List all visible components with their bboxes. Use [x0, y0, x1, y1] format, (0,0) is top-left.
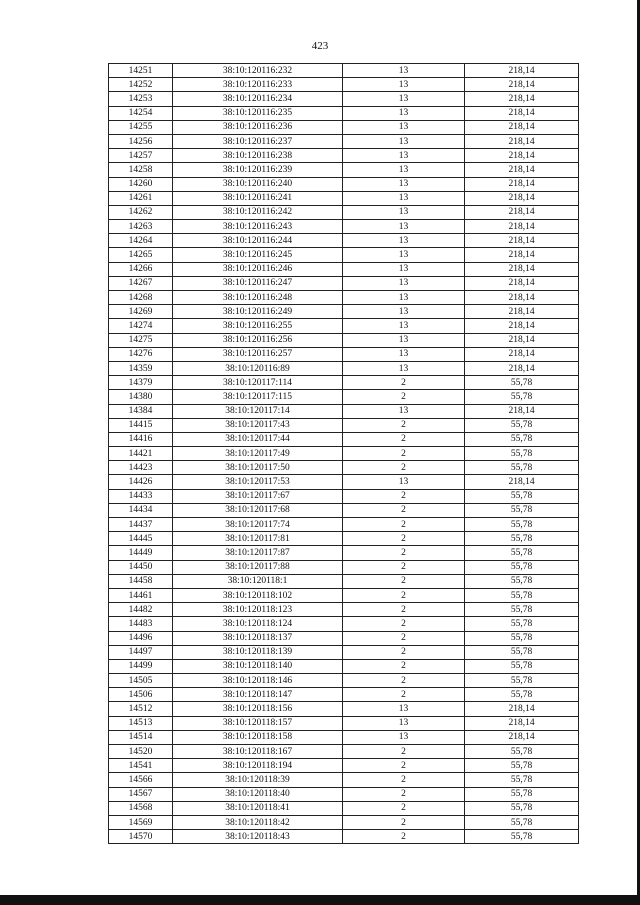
cadastral-number-cell: 38:10:120116:257 [173, 347, 343, 361]
table-row [109, 177, 579, 191]
table-row [109, 64, 579, 78]
value-cell: 55,78 [465, 631, 579, 645]
table-row [109, 291, 579, 305]
cadastral-number-cell: 38:10:120117:114 [173, 376, 343, 390]
row-id-cell: 14261 [109, 191, 173, 205]
cadastral-number-cell: 38:10:120116:237 [173, 134, 343, 148]
value-cell: 218,14 [465, 404, 579, 418]
value-cell: 55,78 [465, 518, 579, 532]
cadastral-number-cell: 38:10:120116:256 [173, 333, 343, 347]
table-row [109, 745, 579, 759]
cadastral-number-cell: 38:10:120118:140 [173, 659, 343, 673]
row-id-cell: 14269 [109, 305, 173, 319]
cadastral-number-cell: 38:10:120117:43 [173, 418, 343, 432]
cadastral-number-cell: 38:10:120118:123 [173, 603, 343, 617]
quantity-cell: 13 [343, 191, 465, 205]
cadastral-number-cell: 38:10:120118:158 [173, 730, 343, 744]
quantity-cell: 2 [343, 745, 465, 759]
quantity-cell: 13 [343, 134, 465, 148]
cadastral-number-cell: 38:10:120118:139 [173, 645, 343, 659]
cadastral-number-cell: 38:10:120117:81 [173, 532, 343, 546]
table-row [109, 475, 579, 489]
value-cell: 218,14 [465, 248, 579, 262]
row-id-cell: 14379 [109, 376, 173, 390]
row-id-cell: 14421 [109, 447, 173, 461]
table-row [109, 361, 579, 375]
table-row [109, 588, 579, 602]
value-cell: 218,14 [465, 64, 579, 78]
quantity-cell: 13 [343, 177, 465, 191]
table-row [109, 560, 579, 574]
row-id-cell: 14380 [109, 390, 173, 404]
row-id-cell: 14255 [109, 120, 173, 134]
quantity-cell: 13 [343, 234, 465, 248]
quantity-cell: 2 [343, 546, 465, 560]
row-id-cell: 14415 [109, 418, 173, 432]
cadastral-number-cell: 38:10:120118:194 [173, 759, 343, 773]
row-id-cell: 14416 [109, 432, 173, 446]
row-id-cell: 14567 [109, 787, 173, 801]
cadastral-number-cell: 38:10:120117:44 [173, 432, 343, 446]
row-id-cell: 14506 [109, 688, 173, 702]
cadastral-number-cell: 38:10:120116:234 [173, 92, 343, 106]
table-row [109, 603, 579, 617]
row-id-cell: 14254 [109, 106, 173, 120]
cadastral-number-cell: 38:10:120117:115 [173, 390, 343, 404]
value-cell: 55,78 [465, 418, 579, 432]
table-row [109, 688, 579, 702]
table-row [109, 574, 579, 588]
cadastral-number-cell: 38:10:120118:1 [173, 574, 343, 588]
table-row [109, 205, 579, 219]
row-id-cell: 14458 [109, 574, 173, 588]
value-cell: 218,14 [465, 106, 579, 120]
quantity-cell: 13 [343, 291, 465, 305]
row-id-cell: 14520 [109, 745, 173, 759]
cadastral-number-cell: 38:10:120116:242 [173, 205, 343, 219]
table-row [109, 376, 579, 390]
quantity-cell: 2 [343, 688, 465, 702]
quantity-cell: 13 [343, 716, 465, 730]
row-id-cell: 14505 [109, 674, 173, 688]
table-row [109, 248, 579, 262]
value-cell: 218,14 [465, 319, 579, 333]
value-cell: 218,14 [465, 475, 579, 489]
data-table [108, 63, 579, 844]
cadastral-number-cell: 38:10:120118:124 [173, 617, 343, 631]
row-id-cell: 14513 [109, 716, 173, 730]
quantity-cell: 13 [343, 333, 465, 347]
row-id-cell: 14257 [109, 149, 173, 163]
cadastral-number-cell: 38:10:120116:243 [173, 220, 343, 234]
value-cell: 218,14 [465, 220, 579, 234]
value-cell: 55,78 [465, 745, 579, 759]
quantity-cell: 2 [343, 390, 465, 404]
table-row [109, 319, 579, 333]
table-row [109, 617, 579, 631]
cadastral-number-cell: 38:10:120117:88 [173, 560, 343, 574]
table-row [109, 418, 579, 432]
table-row [109, 447, 579, 461]
cadastral-number-cell: 38:10:120116:233 [173, 78, 343, 92]
value-cell: 55,78 [465, 546, 579, 560]
row-id-cell: 14267 [109, 276, 173, 290]
row-id-cell: 14268 [109, 291, 173, 305]
row-id-cell: 14482 [109, 603, 173, 617]
row-id-cell: 14274 [109, 319, 173, 333]
quantity-cell: 2 [343, 532, 465, 546]
table-row [109, 220, 579, 234]
table-row [109, 830, 579, 844]
quantity-cell: 2 [343, 461, 465, 475]
quantity-cell: 2 [343, 518, 465, 532]
cadastral-number-cell: 38:10:120117:87 [173, 546, 343, 560]
table-row [109, 461, 579, 475]
value-cell: 218,14 [465, 134, 579, 148]
value-cell: 218,14 [465, 149, 579, 163]
quantity-cell: 2 [343, 759, 465, 773]
row-id-cell: 14276 [109, 347, 173, 361]
quantity-cell: 2 [343, 376, 465, 390]
quantity-cell: 13 [343, 149, 465, 163]
table-row [109, 120, 579, 134]
value-cell: 218,14 [465, 234, 579, 248]
cadastral-number-cell: 38:10:120116:244 [173, 234, 343, 248]
row-id-cell: 14434 [109, 503, 173, 517]
table-row [109, 106, 579, 120]
cadastral-number-cell: 38:10:120116:238 [173, 149, 343, 163]
cadastral-number-cell: 38:10:120117:53 [173, 475, 343, 489]
quantity-cell: 2 [343, 503, 465, 517]
quantity-cell: 13 [343, 319, 465, 333]
cadastral-number-cell: 38:10:120118:137 [173, 631, 343, 645]
cadastral-number-cell: 38:10:120118:146 [173, 674, 343, 688]
value-cell: 55,78 [465, 674, 579, 688]
value-cell: 218,14 [465, 276, 579, 290]
quantity-cell: 2 [343, 674, 465, 688]
value-cell: 55,78 [465, 645, 579, 659]
quantity-cell: 13 [343, 78, 465, 92]
cadastral-number-cell: 38:10:120117:68 [173, 503, 343, 517]
table-row [109, 305, 579, 319]
table-row [109, 631, 579, 645]
quantity-cell: 2 [343, 830, 465, 844]
table-row [109, 432, 579, 446]
cadastral-number-cell: 38:10:120118:42 [173, 815, 343, 829]
quantity-cell: 13 [343, 220, 465, 234]
cadastral-number-cell: 38:10:120118:147 [173, 688, 343, 702]
row-id-cell: 14359 [109, 361, 173, 375]
row-id-cell: 14461 [109, 588, 173, 602]
cadastral-number-cell: 38:10:120118:39 [173, 773, 343, 787]
row-id-cell: 14262 [109, 205, 173, 219]
table-row [109, 787, 579, 801]
cadastral-number-cell: 38:10:120117:14 [173, 404, 343, 418]
quantity-cell: 2 [343, 773, 465, 787]
value-cell: 218,14 [465, 333, 579, 347]
row-id-cell: 14258 [109, 163, 173, 177]
row-id-cell: 14496 [109, 631, 173, 645]
page-number: 423 [311, 40, 329, 52]
value-cell: 55,78 [465, 432, 579, 446]
table-row [109, 702, 579, 716]
value-cell: 55,78 [465, 376, 579, 390]
row-id-cell: 14265 [109, 248, 173, 262]
quantity-cell: 13 [343, 730, 465, 744]
cadastral-number-cell: 38:10:120117:50 [173, 461, 343, 475]
row-id-cell: 14260 [109, 177, 173, 191]
value-cell: 55,78 [465, 787, 579, 801]
quantity-cell: 13 [343, 276, 465, 290]
value-cell: 218,14 [465, 291, 579, 305]
value-cell: 55,78 [465, 773, 579, 787]
value-cell: 218,14 [465, 120, 579, 134]
cadastral-number-cell: 38:10:120118:156 [173, 702, 343, 716]
table-row [109, 92, 579, 106]
cadastral-number-cell: 38:10:120117:67 [173, 489, 343, 503]
row-id-cell: 14483 [109, 617, 173, 631]
quantity-cell: 13 [343, 361, 465, 375]
cadastral-number-cell: 38:10:120116:248 [173, 291, 343, 305]
quantity-cell: 13 [343, 404, 465, 418]
quantity-cell: 2 [343, 418, 465, 432]
quantity-cell: 13 [343, 106, 465, 120]
cadastral-number-cell: 38:10:120117:74 [173, 518, 343, 532]
quantity-cell: 13 [343, 120, 465, 134]
table-row [109, 801, 579, 815]
row-id-cell: 14437 [109, 518, 173, 532]
cadastral-number-cell: 38:10:120118:102 [173, 588, 343, 602]
quantity-cell: 2 [343, 603, 465, 617]
value-cell: 55,78 [465, 574, 579, 588]
row-id-cell: 14266 [109, 262, 173, 276]
row-id-cell: 14499 [109, 659, 173, 673]
row-id-cell: 14433 [109, 489, 173, 503]
value-cell: 55,78 [465, 588, 579, 602]
value-cell: 218,14 [465, 702, 579, 716]
row-id-cell: 14275 [109, 333, 173, 347]
value-cell: 55,78 [465, 617, 579, 631]
quantity-cell: 2 [343, 489, 465, 503]
value-cell: 55,78 [465, 489, 579, 503]
quantity-cell: 2 [343, 815, 465, 829]
cadastral-number-cell: 38:10:120116:241 [173, 191, 343, 205]
value-cell: 218,14 [465, 305, 579, 319]
row-id-cell: 14426 [109, 475, 173, 489]
quantity-cell: 2 [343, 617, 465, 631]
table-row [109, 518, 579, 532]
table-body [109, 64, 579, 844]
value-cell: 218,14 [465, 163, 579, 177]
value-cell: 55,78 [465, 447, 579, 461]
quantity-cell: 2 [343, 588, 465, 602]
value-cell: 55,78 [465, 461, 579, 475]
scan-edge-bottom [0, 895, 640, 905]
cadastral-number-cell: 38:10:120116:235 [173, 106, 343, 120]
quantity-cell: 13 [343, 163, 465, 177]
table-row [109, 532, 579, 546]
quantity-cell: 13 [343, 305, 465, 319]
quantity-cell: 2 [343, 787, 465, 801]
quantity-cell: 2 [343, 574, 465, 588]
value-cell: 218,14 [465, 361, 579, 375]
quantity-cell: 2 [343, 659, 465, 673]
cadastral-number-cell: 38:10:120116:239 [173, 163, 343, 177]
quantity-cell: 2 [343, 560, 465, 574]
value-cell: 55,78 [465, 503, 579, 517]
row-id-cell: 14423 [109, 461, 173, 475]
value-cell: 55,78 [465, 390, 579, 404]
value-cell: 55,78 [465, 603, 579, 617]
row-id-cell: 14256 [109, 134, 173, 148]
row-id-cell: 14497 [109, 645, 173, 659]
cadastral-number-cell: 38:10:120116:255 [173, 319, 343, 333]
cadastral-number-cell: 38:10:120118:167 [173, 745, 343, 759]
row-id-cell: 14384 [109, 404, 173, 418]
quantity-cell: 13 [343, 64, 465, 78]
cadastral-number-cell: 38:10:120118:157 [173, 716, 343, 730]
table-row [109, 234, 579, 248]
cadastral-number-cell: 38:10:120118:40 [173, 787, 343, 801]
quantity-cell: 13 [343, 205, 465, 219]
quantity-cell: 13 [343, 262, 465, 276]
table-row [109, 404, 579, 418]
table-row [109, 276, 579, 290]
table-row [109, 191, 579, 205]
row-id-cell: 14568 [109, 801, 173, 815]
table-row [109, 149, 579, 163]
value-cell: 218,14 [465, 78, 579, 92]
value-cell: 55,78 [465, 560, 579, 574]
quantity-cell: 13 [343, 475, 465, 489]
value-cell: 55,78 [465, 815, 579, 829]
table-row [109, 659, 579, 673]
cadastral-number-cell: 38:10:120116:236 [173, 120, 343, 134]
table-row [109, 262, 579, 276]
value-cell: 55,78 [465, 532, 579, 546]
value-cell: 55,78 [465, 688, 579, 702]
table-row [109, 489, 579, 503]
row-id-cell: 14514 [109, 730, 173, 744]
row-id-cell: 14570 [109, 830, 173, 844]
quantity-cell: 2 [343, 432, 465, 446]
table-row [109, 815, 579, 829]
quantity-cell: 13 [343, 92, 465, 106]
quantity-cell: 2 [343, 447, 465, 461]
table-row [109, 730, 579, 744]
data-table-container [108, 63, 578, 844]
row-id-cell: 14449 [109, 546, 173, 560]
quantity-cell: 2 [343, 801, 465, 815]
value-cell: 218,14 [465, 347, 579, 361]
cadastral-number-cell: 38:10:120116:247 [173, 276, 343, 290]
row-id-cell: 14541 [109, 759, 173, 773]
cadastral-number-cell: 38:10:120116:245 [173, 248, 343, 262]
value-cell: 218,14 [465, 716, 579, 730]
value-cell: 218,14 [465, 262, 579, 276]
table-row [109, 773, 579, 787]
cadastral-number-cell: 38:10:120117:49 [173, 447, 343, 461]
cadastral-number-cell: 38:10:120116:240 [173, 177, 343, 191]
row-id-cell: 14252 [109, 78, 173, 92]
row-id-cell: 14264 [109, 234, 173, 248]
value-cell: 55,78 [465, 801, 579, 815]
table-row [109, 347, 579, 361]
table-row [109, 674, 579, 688]
table-row [109, 163, 579, 177]
value-cell: 55,78 [465, 830, 579, 844]
value-cell: 218,14 [465, 92, 579, 106]
quantity-cell: 2 [343, 645, 465, 659]
row-id-cell: 14512 [109, 702, 173, 716]
cadastral-number-cell: 38:10:120116:89 [173, 361, 343, 375]
row-id-cell: 14450 [109, 560, 173, 574]
table-row [109, 759, 579, 773]
value-cell: 218,14 [465, 177, 579, 191]
cadastral-number-cell: 38:10:120116:249 [173, 305, 343, 319]
value-cell: 55,78 [465, 759, 579, 773]
cadastral-number-cell: 38:10:120116:246 [173, 262, 343, 276]
row-id-cell: 14569 [109, 815, 173, 829]
row-id-cell: 14263 [109, 220, 173, 234]
quantity-cell: 13 [343, 702, 465, 716]
quantity-cell: 13 [343, 347, 465, 361]
value-cell: 55,78 [465, 659, 579, 673]
row-id-cell: 14566 [109, 773, 173, 787]
table-row [109, 134, 579, 148]
table-row [109, 716, 579, 730]
cadastral-number-cell: 38:10:120118:43 [173, 830, 343, 844]
value-cell: 218,14 [465, 191, 579, 205]
table-row [109, 78, 579, 92]
cadastral-number-cell: 38:10:120116:232 [173, 64, 343, 78]
value-cell: 218,14 [465, 205, 579, 219]
table-row [109, 333, 579, 347]
table-row [109, 503, 579, 517]
table-row [109, 645, 579, 659]
quantity-cell: 13 [343, 248, 465, 262]
quantity-cell: 2 [343, 631, 465, 645]
value-cell: 218,14 [465, 730, 579, 744]
row-id-cell: 14251 [109, 64, 173, 78]
table-row [109, 390, 579, 404]
table-row [109, 546, 579, 560]
row-id-cell: 14445 [109, 532, 173, 546]
cadastral-number-cell: 38:10:120118:41 [173, 801, 343, 815]
row-id-cell: 14253 [109, 92, 173, 106]
